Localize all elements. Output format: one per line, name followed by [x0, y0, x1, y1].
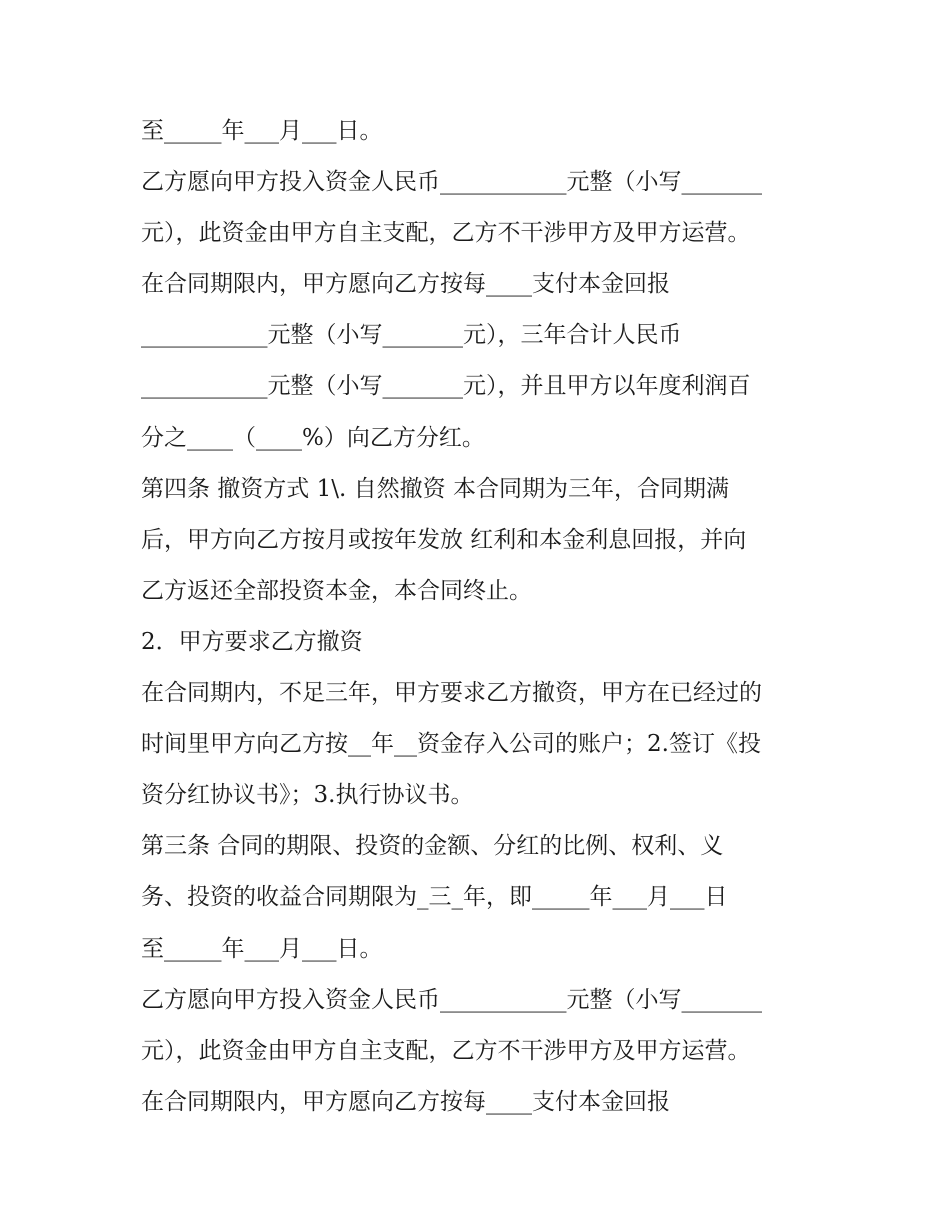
text-line: 务、投资的收益合同期限为_三_年，即_____年___月___日: [141, 884, 728, 911]
text-line: ___________元整（小写_______元），三年合计人民币: [141, 322, 682, 349]
text-line: 在合同期限内，甲方愿向乙方按每____支付本金回报: [141, 1088, 670, 1115]
text-line: 乙方愿向甲方投入资金人民币___________元整（小写_______: [141, 169, 762, 196]
contract-body: [141, 106, 821, 1128]
text-line: 第四条 撤资方式 1\. 自然撤资 本合同期为三年，合同期满: [141, 475, 729, 502]
text-line: 后，甲方向乙方按月或按年发放 红利和本金利息回报，并向: [141, 526, 747, 553]
text-line: 元），此资金由甲方自主支配，乙方不干涉甲方及甲方运营。: [141, 220, 751, 247]
text-line: 至_____年___月___日。: [141, 935, 383, 962]
text-line: 时间里甲方向乙方按__年__资金存入公司的账户；2.签订《投: [141, 731, 761, 758]
text-line: 分之____（____%）向乙方分红。: [141, 424, 485, 451]
text-line: 2．甲方要求乙方撤资: [141, 628, 363, 655]
text-line: 在合同期内，不足三年，甲方要求乙方撤资，甲方在已经过的: [141, 680, 762, 707]
text-line: 资分红协议书》；3.执行协议书。: [141, 782, 474, 809]
text-line: 在合同期限内，甲方愿向乙方按每____支付本金回报: [141, 271, 670, 298]
text-line: 乙方愿向甲方投入资金人民币___________元整（小写_______: [141, 986, 762, 1013]
text-line: 至_____年___月___日。: [141, 118, 383, 144]
text-line: 元），此资金由甲方自主支配，乙方不干涉甲方及甲方运营。: [141, 1037, 751, 1064]
text-line: 乙方返还全部投资本金，本合同终止。: [141, 577, 532, 604]
text-line: 第三条 合同的期限、投资的金额、分红的比例、权利、义: [141, 833, 724, 860]
text-line: ___________元整（小写_______元），并且甲方以年度利润百: [141, 373, 751, 400]
